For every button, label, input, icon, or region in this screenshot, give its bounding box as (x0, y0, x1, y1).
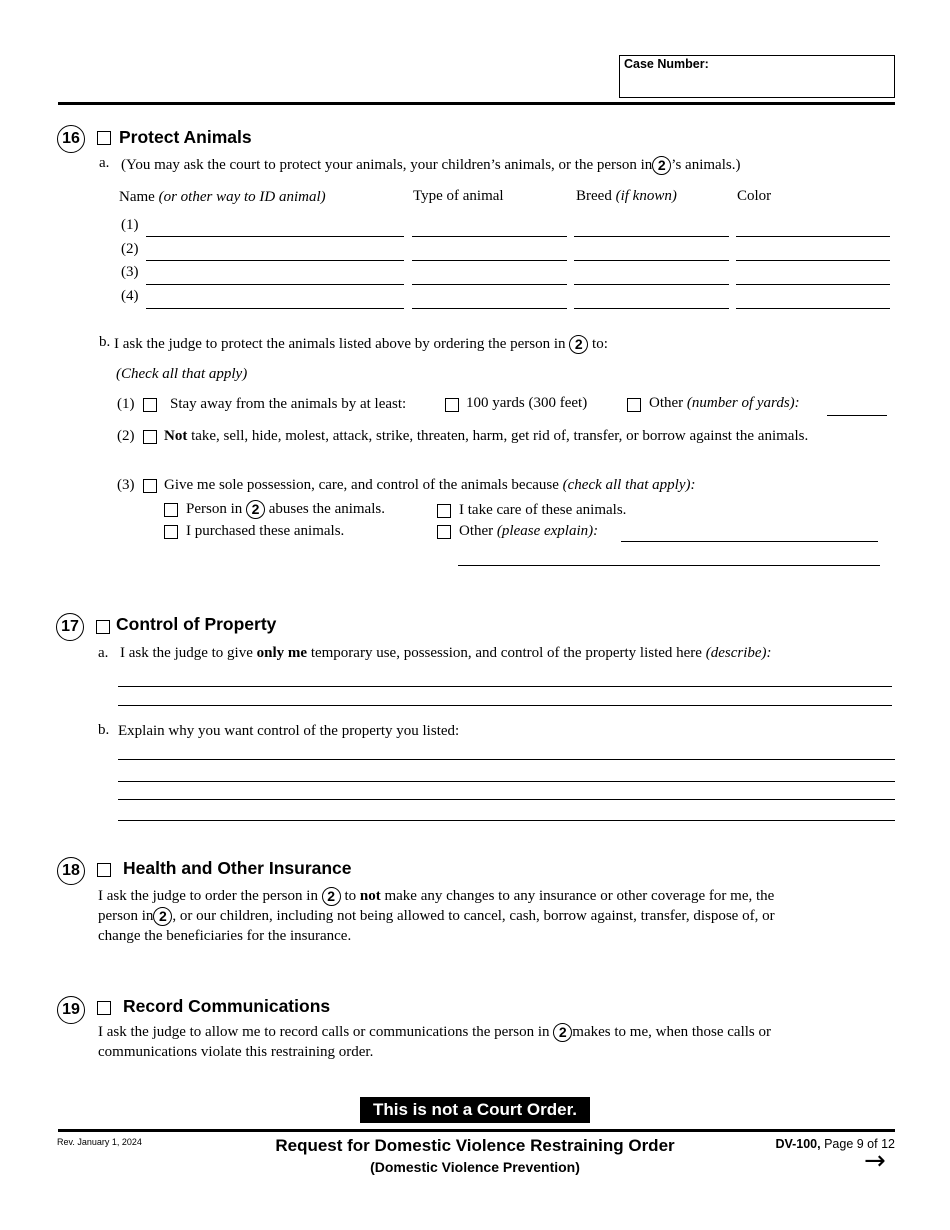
header-rule (58, 102, 895, 105)
s19-line-2: communications violate this restraining order. (98, 1044, 374, 1060)
section-17-number: 17 (56, 613, 84, 641)
animal-row-4-name-field[interactable] (146, 308, 404, 309)
property-field-2[interactable] (118, 705, 892, 706)
case-number-box[interactable] (619, 55, 895, 98)
party-2-ref: 2 (652, 156, 671, 175)
other-yards-checkbox[interactable] (627, 398, 641, 412)
take-care-checkbox[interactable] (437, 504, 451, 518)
animal-row-1-breed-field[interactable] (574, 236, 729, 237)
next-page-arrow-icon: → (864, 1146, 886, 1176)
animal-row-2-label: (2) (121, 241, 139, 257)
s17-a-text: I ask the judge to give only me temporary use, possession, and control of the property listed here (describe): (120, 645, 772, 661)
animal-row-3-color-field[interactable] (736, 284, 890, 285)
form-title: Request for Domestic Violence Restraining Order (275, 1136, 675, 1155)
sole-possession-label: Give me sole possession, care, and control of the animals because (check all that apply): (164, 477, 696, 493)
protect-animals-checkbox[interactable] (97, 131, 111, 145)
col-type-header: Type of animal (413, 188, 504, 204)
animal-row-4-color-field[interactable] (736, 308, 890, 309)
other-yards-field[interactable] (827, 415, 887, 416)
do-not-harm-checkbox[interactable] (143, 430, 157, 444)
record-comms-checkbox[interactable] (97, 1001, 111, 1015)
party-2-ref: 2 (322, 887, 341, 906)
insurance-checkbox[interactable] (97, 863, 111, 877)
100-yards-label: 100 yards (300 feet) (466, 395, 588, 411)
animal-row-1-type-field[interactable] (412, 236, 567, 237)
protect-animals-title: Protect Animals (119, 127, 252, 147)
s18-line-3: change the beneficiaries for the insurance. (98, 928, 352, 944)
section-18-number: 18 (57, 857, 85, 885)
sole-possession-checkbox[interactable] (143, 479, 157, 493)
other-reason-field-1[interactable] (621, 541, 878, 542)
animal-row-4-breed-field[interactable] (574, 308, 729, 309)
animal-row-2-color-field[interactable] (736, 260, 890, 261)
other-reason-checkbox[interactable] (437, 525, 451, 539)
s18-line-2: person in 2 , or our children, including not being allowed to cancel, cash, borrow against, transfer, dispose of, or (98, 907, 775, 924)
animal-row-1-color-field[interactable] (736, 236, 890, 237)
other-reason-label: Other (please explain): (459, 523, 599, 539)
party-2-ref: 2 (246, 500, 265, 519)
purchased-checkbox[interactable] (164, 525, 178, 539)
abuses-animals-checkbox[interactable] (164, 503, 178, 517)
option-2-number: (2) (117, 428, 135, 444)
s16-a-letter: a. (99, 155, 110, 171)
animal-row-2-type-field[interactable] (412, 260, 567, 261)
animal-row-3-type-field[interactable] (412, 284, 567, 285)
check-all-note: (Check all that apply) (116, 366, 248, 382)
option-1-number: (1) (117, 396, 135, 412)
s19-line-1: I ask the judge to allow me to record calls or communications the person in 2 makes to me, when those calls or (98, 1023, 771, 1040)
animal-row-2-name-field[interactable] (146, 260, 404, 261)
form-id: DV-100, (775, 1137, 821, 1151)
s18-line-1: I ask the judge to order the person in 2 to not make any changes to any insurance or other coverage for me, the (98, 887, 775, 904)
explain-field-4[interactable] (118, 820, 895, 821)
animal-row-2-breed-field[interactable] (574, 260, 729, 261)
stay-away-checkbox[interactable] (143, 398, 157, 412)
footer-rule (58, 1129, 895, 1132)
insurance-title: Health and Other Insurance (123, 858, 352, 878)
take-care-label: I take care of these animals. (459, 502, 627, 518)
section-16-number: 16 (57, 125, 85, 153)
purchased-label: I purchased these animals. (186, 523, 345, 539)
explain-field-2[interactable] (118, 781, 895, 782)
other-reason-field-2[interactable] (458, 565, 880, 566)
animal-row-4-type-field[interactable] (412, 308, 567, 309)
col-name-header: Name (or other way to ID animal) (119, 189, 326, 205)
explain-field-3[interactable] (118, 799, 895, 800)
s16-a-text: (You may ask the court to protect your animals, your children’s animals, or the person in 2 ’s animals.) (121, 156, 741, 173)
animal-row-3-label: (3) (121, 264, 139, 280)
col-color-header: Color (737, 188, 772, 204)
control-property-title: Control of Property (116, 614, 277, 634)
form-subtitle: (Domestic Violence Prevention) (370, 1159, 580, 1175)
col-breed-header: Breed (if known) (576, 188, 677, 204)
s16-b-letter: b. (99, 334, 111, 350)
100-yards-checkbox[interactable] (445, 398, 459, 412)
explain-field-1[interactable] (118, 759, 895, 760)
animal-row-3-breed-field[interactable] (574, 284, 729, 285)
page-number: Page 9 of 12 (824, 1137, 895, 1151)
animal-row-1-label: (1) (121, 217, 139, 233)
control-property-checkbox[interactable] (96, 620, 110, 634)
party-2-ref: 2 (153, 907, 172, 926)
option-3-number: (3) (117, 477, 135, 493)
party-2-ref: 2 (553, 1023, 572, 1042)
s17-b-text: Explain why you want control of the property you listed: (118, 723, 460, 739)
section-19-number: 19 (57, 996, 85, 1024)
s16-b-text: I ask the judge to protect the animals listed above by ordering the person in 2 to: (114, 335, 608, 352)
s17-a-letter: a. (98, 645, 109, 661)
record-comms-title: Record Communications (123, 996, 331, 1016)
animal-row-3-name-field[interactable] (146, 284, 404, 285)
s17-b-letter: b. (98, 722, 110, 738)
stay-away-label: Stay away from the animals by at least: (170, 396, 407, 412)
do-not-harm-label: Not take, sell, hide, molest, attack, strike, threaten, harm, get rid of, transfer, or borrow against the animals. (164, 428, 809, 444)
party-2-ref: 2 (569, 335, 588, 354)
revision-date: Rev. January 1, 2024 (57, 1137, 142, 1147)
abuses-animals-label: Person in 2 abuses the animals. (186, 500, 385, 517)
not-court-order-banner: This is not a Court Order. (360, 1097, 590, 1123)
other-yards-label: Other (number of yards): (649, 395, 800, 411)
property-field-1[interactable] (118, 686, 892, 687)
animal-row-1-name-field[interactable] (146, 236, 404, 237)
case-number-label: Case Number: (624, 57, 709, 71)
animal-row-4-label: (4) (121, 288, 139, 304)
